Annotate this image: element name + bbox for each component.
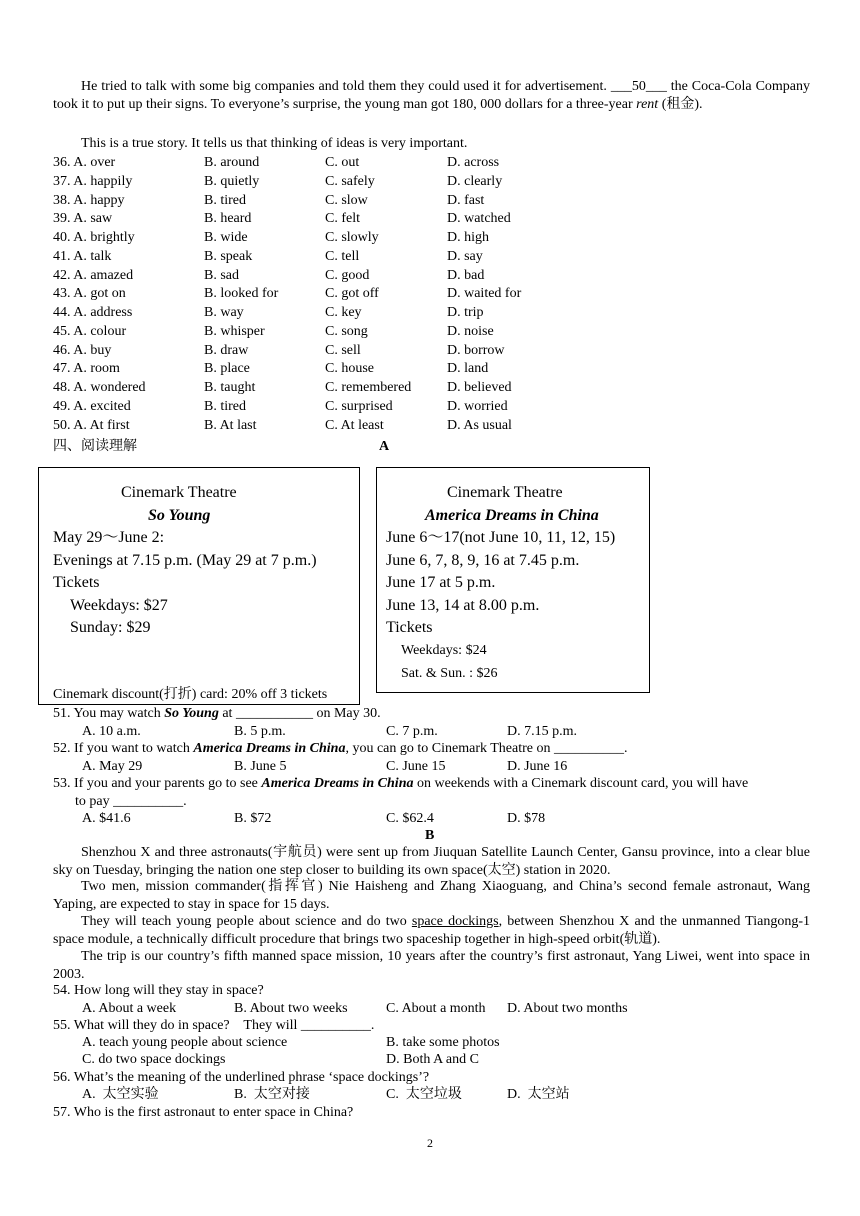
passage-paragraph bbox=[53, 78, 810, 113]
option-c: C. At least bbox=[325, 417, 384, 433]
option-c: C. good bbox=[325, 267, 370, 283]
ad-times: June 17 at 5 p.m. bbox=[386, 574, 496, 591]
ad-dates: May 29～June 2: bbox=[53, 529, 165, 546]
cloze-item-number-option-a: 42. A. amazed bbox=[53, 267, 134, 283]
part-b-label: B bbox=[425, 828, 435, 843]
option-d: D. say bbox=[447, 248, 483, 264]
ad-film-title: America Dreams in China bbox=[425, 507, 599, 524]
blank-50: ___50___ bbox=[610, 79, 667, 94]
option-d: D. About two months bbox=[507, 1001, 628, 1016]
passage-b-p3: They will teach young people about science and do two space dockings, between Shenzhou X and the unmanned Tiangong-1 space module, a technically difficult procedure that brings two spaceship together in high-speed orbit(轨道). bbox=[53, 914, 810, 947]
option-b: B. speak bbox=[204, 248, 253, 264]
option-c: C. sell bbox=[325, 342, 361, 358]
option-b: B. around bbox=[204, 155, 260, 170]
passage-text: He tried to talk with some big companies and told them they could used it for advertisement. bbox=[81, 79, 607, 94]
passage-paragraph: This is a true story. It tells us that thinking of ideas is very important. bbox=[81, 136, 468, 151]
option-d: D. worried bbox=[447, 398, 508, 414]
option-d: D. land bbox=[447, 361, 489, 377]
option-d: D. bad bbox=[447, 267, 485, 283]
cloze-item-number-option-a: 44. A. address bbox=[53, 305, 133, 320]
option-b: B. whisper bbox=[204, 323, 265, 339]
option-d: D. believed bbox=[447, 380, 512, 395]
option-b: B. June 5 bbox=[234, 759, 287, 774]
cloze-item-number-option-a: 37. A. happily bbox=[53, 173, 133, 189]
question-57: 57. Who is the first astronaut to enter space in China? bbox=[53, 1105, 354, 1120]
option-c: C. slowly bbox=[325, 230, 379, 245]
passage-text: (租金). bbox=[661, 96, 703, 112]
option-c: C. 7 p.m. bbox=[386, 724, 438, 739]
question-56: 56. What’s the meaning of the underlined phrase ‘space dockings’? bbox=[53, 1070, 430, 1085]
cloze-item-number-option-a: 43. A. got on bbox=[53, 286, 126, 302]
option-d: D. across bbox=[447, 155, 500, 170]
part-a-label: A bbox=[379, 439, 390, 454]
option-c: C. tell bbox=[325, 248, 360, 264]
option-b: B. sad bbox=[204, 267, 239, 283]
option-c: C. safely bbox=[325, 173, 375, 189]
option-c: C. house bbox=[325, 361, 374, 377]
option-b: B. tired bbox=[204, 192, 246, 208]
option-a: A. 10 a.m. bbox=[82, 724, 141, 739]
option-b: B. wide bbox=[204, 230, 248, 245]
option-d: D. As usual bbox=[447, 417, 512, 433]
option-d: D. 太空站 bbox=[507, 1087, 570, 1102]
passage-text: the Coca-Cola Company took it to put up their signs. To everyone’s surprise, the young man got 180, 000 dollars for a three-year bbox=[53, 79, 811, 112]
underlined-phrase: space dockings bbox=[411, 914, 499, 929]
cloze-item-number-option-a: 45. A. colour bbox=[53, 323, 127, 339]
option-b: B. way bbox=[204, 305, 244, 320]
option-c: C. do two space dockings bbox=[82, 1052, 226, 1067]
option-b: B. At last bbox=[204, 417, 257, 433]
option-d: D. fast bbox=[447, 192, 485, 208]
option-a: A. $41.6 bbox=[82, 811, 131, 826]
ad-so-young bbox=[38, 467, 360, 705]
option-c: C. $62.4 bbox=[386, 811, 434, 826]
cloze-item-number-option-a: 47. A. room bbox=[53, 361, 120, 377]
option-b: B. taught bbox=[204, 380, 256, 395]
question-52: 52. If you want to watch America Dreams in China, you can go to Cinemark Theatre on __________. bbox=[53, 741, 628, 756]
ad-discount: Cinemark discount(打折) card: 20% off 3 tickets bbox=[53, 687, 328, 702]
cloze-item-number-option-a: 38. A. happy bbox=[53, 192, 125, 208]
option-c: C. song bbox=[325, 323, 368, 339]
option-d: D. waited for bbox=[447, 286, 522, 302]
question-55: 55. What will they do in space? They will __________. bbox=[53, 1018, 375, 1033]
option-a: A. 太空实验 bbox=[82, 1087, 159, 1102]
option-d: D. June 16 bbox=[507, 759, 568, 774]
option-b: B. heard bbox=[204, 211, 252, 227]
option-d: D. Both A and C bbox=[386, 1052, 479, 1067]
ad-america-dreams bbox=[376, 467, 650, 693]
option-d: D. borrow bbox=[447, 342, 505, 358]
cloze-item-number-option-a: 48. A. wondered bbox=[53, 380, 146, 395]
option-d: D. clearly bbox=[447, 173, 503, 189]
option-b: B. $72 bbox=[234, 811, 272, 826]
option-c: C. June 15 bbox=[386, 759, 446, 774]
option-b: B. About two weeks bbox=[234, 1001, 348, 1016]
section-heading: 四、阅读理解 bbox=[53, 439, 137, 454]
ad-film-title: So Young bbox=[148, 507, 211, 524]
option-b: B. 太空对接 bbox=[234, 1087, 310, 1102]
question-51: 51. You may watch So Young at ___________ on May 30. bbox=[53, 706, 381, 721]
cloze-item-number-option-a: 40. A. brightly bbox=[53, 230, 135, 245]
ad-tickets-label: Tickets bbox=[53, 574, 100, 591]
option-c: C. slow bbox=[325, 192, 368, 208]
question-54: 54. How long will they stay in space? bbox=[53, 983, 264, 998]
option-b: B. place bbox=[204, 361, 250, 377]
option-b: B. tired bbox=[204, 398, 246, 414]
passage-b-p4: The trip is our country’s fifth manned space mission, 10 years after the country’s first astronaut, Yang Liwei, went into space in 2003. bbox=[53, 949, 810, 982]
rent-word: rent bbox=[636, 96, 659, 112]
ad-dates: June 6～17(not June 10, 11, 12, 15) bbox=[386, 529, 616, 546]
option-b: B. draw bbox=[204, 342, 249, 358]
page-number: 2 bbox=[427, 1136, 433, 1150]
option-c: C. felt bbox=[325, 211, 360, 227]
cloze-item-number-option-a: 39. A. saw bbox=[53, 211, 113, 227]
ad-price-weekdays: Weekdays: $24 bbox=[401, 643, 487, 658]
ad-times: June 13, 14 at 8.00 p.m. bbox=[386, 597, 540, 614]
option-c: C. 太空垃圾 bbox=[386, 1087, 462, 1102]
ad-times: June 6, 7, 8, 9, 16 at 7.45 p.m. bbox=[386, 552, 580, 569]
question-53-cont: to pay __________. bbox=[75, 794, 187, 809]
option-d: D. high bbox=[447, 230, 489, 245]
option-a: A. About a week bbox=[82, 1001, 177, 1016]
option-d: D. 7.15 p.m. bbox=[507, 724, 577, 739]
passage-b-p2: Two men, mission commander(指挥官) Nie Haisheng and Zhang Xiaoguang, and China’s second female astronaut, Wang Yaping, are expected to stay in space for 15 days. bbox=[53, 879, 810, 912]
ad-theatre: Cinemark Theatre bbox=[121, 484, 237, 501]
option-d: D. trip bbox=[447, 305, 484, 320]
option-a: A. May 29 bbox=[82, 759, 143, 774]
option-c: C. key bbox=[325, 305, 362, 320]
option-d: D. watched bbox=[447, 211, 511, 227]
option-c: C. remembered bbox=[325, 380, 412, 395]
option-b: B. looked for bbox=[204, 286, 279, 302]
ad-times: Evenings at 7.15 p.m. (May 29 at 7 p.m.) bbox=[53, 552, 317, 569]
passage-b-p1: Shenzhou X and three astronauts(宇航员) were sent up from Jiuquan Satellite Launch Center, Gansu province, into a clear blue sky on Tuesday, bringing the nation one step closer to building its own space(太空) station in 2020. bbox=[53, 845, 810, 878]
cloze-item-number-option-a: 46. A. buy bbox=[53, 342, 112, 358]
option-b: B. 5 p.m. bbox=[234, 724, 286, 739]
ad-price-sunday: Sunday: $29 bbox=[70, 619, 151, 636]
option-c: C. got off bbox=[325, 286, 379, 302]
cloze-item-number-option-a: 50. A. At first bbox=[53, 417, 130, 433]
option-d: D. noise bbox=[447, 323, 494, 339]
option-d: D. $78 bbox=[507, 811, 546, 826]
ad-theatre: Cinemark Theatre bbox=[447, 484, 563, 501]
option-b: B. quietly bbox=[204, 173, 260, 189]
ad-tickets-label: Tickets bbox=[386, 619, 433, 636]
option-c: C. About a month bbox=[386, 1001, 486, 1016]
ad-price-weekend: Sat. & Sun. : $26 bbox=[401, 666, 498, 681]
cloze-item-number-option-a: 41. A. talk bbox=[53, 248, 112, 264]
ad-price-weekdays: Weekdays: $27 bbox=[70, 597, 168, 614]
option-b: B. take some photos bbox=[386, 1035, 500, 1050]
cloze-item-number-option-a: 49. A. excited bbox=[53, 398, 131, 414]
question-53: 53. If you and your parents go to see America Dreams in China on weekends with a Cinemark discount card, you will have bbox=[53, 776, 749, 791]
option-c: C. surprised bbox=[325, 398, 393, 414]
option-a: A. teach young people about science bbox=[82, 1035, 288, 1050]
option-c: C. out bbox=[325, 155, 360, 170]
cloze-item-number-option-a: 36. A. over bbox=[53, 155, 116, 170]
